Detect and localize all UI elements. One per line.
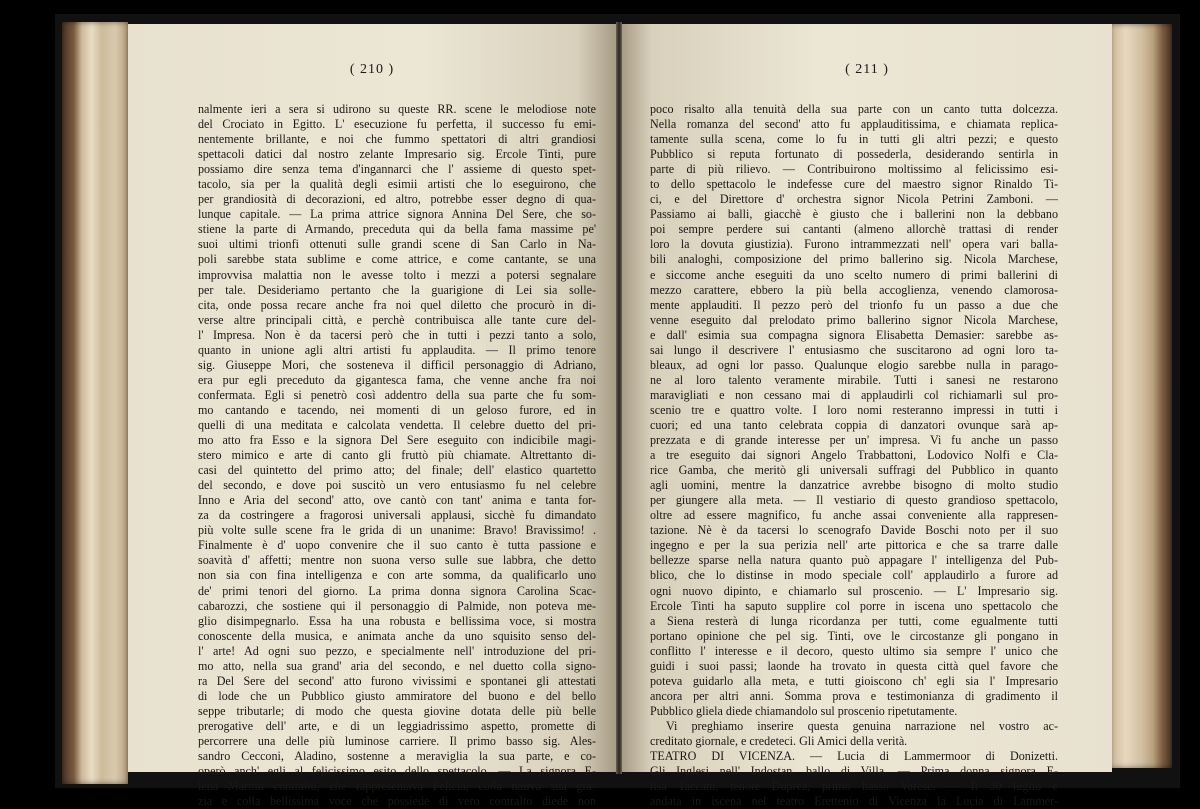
text-line: di lode che un Pubblico giusto ammiratore del buono e del bello — [198, 688, 596, 703]
page-number-left: ( 210 ) — [349, 62, 395, 77]
text-line: tacolo, sia per la qualità degli esimii artisti che lo eseguirono, che — [198, 177, 596, 192]
text-line: verse altre principali città, e perchè contribuisca alle tante cure del- — [198, 312, 596, 327]
text-line: Pubblico si reputa fortunato di possederla, desiderando sentirla in — [650, 147, 1058, 162]
text-line: improvvisa malattia non le avesse tolto i mezzi a potersi segnalare — [198, 267, 596, 282]
text-line: poi sempre perdere sui cantanti (almeno allorchè trattasi di render — [650, 222, 1058, 237]
text-line: l' arte! Ad ogni suo pezzo, e specialmente nell' introduzione del pri- — [198, 643, 596, 658]
text-line: to dello spettacolo le indefesse cure del maestro signor Rinaldo Ti- — [650, 177, 1058, 192]
text-line: Nella romanza del second' atto fu applauditissima, e chiamata replica- — [650, 117, 1058, 132]
text-line: parte di più rilievo. — Contribuirono moltissimo al felicissimo esi- — [650, 162, 1058, 177]
left-page — [128, 24, 616, 809]
text-line: per giungere alla meta. — Il vestiario di questo grandioso spettacolo, — [650, 493, 1058, 508]
text-line: a tre eseguito dai signori Angelo Trabbattoni, Lodovico Nolfi e Cla- — [650, 448, 1058, 463]
text-line: de' primi tenori del giorno. La prima donna signora Carolina Scac- — [198, 583, 596, 598]
text-line: bleaux, ad ogni lor passo. Qualunque elogio sarebbe nulla in parago- — [650, 357, 1058, 372]
right-page-text — [650, 102, 1058, 809]
text-line: ci, e del Direttore d' orchestra signor Nicola Petrini Zamboni. — — [650, 192, 1058, 207]
text-line: più volte sulle scene fra le grida di un unanime: Bravo! Bravissimo! . — [198, 523, 596, 538]
text-line: e siccome anche eseguiti da uno scelto numero di primi ballerini di — [650, 267, 1058, 282]
text-line: cuori; ed una tanto celebrata coppia di danzatori ovunque sarà ap- — [650, 417, 1058, 432]
text-line: loro la dovuta giustizia). Furono intrammezzati nell' opera vari balla- — [650, 237, 1058, 252]
text-line: mente applauditi. Il pezzo però del trionfo fu un passo a due che — [650, 297, 1058, 312]
text-line: Inno e Aria del second' atto, ove cantò con tant' anima e tanta for- — [198, 493, 596, 508]
text-line: percorrere una delle più luminose carriere. Il primo basso sig. Ales- — [198, 733, 596, 748]
text-line: mo atto fra Esso e la signora Del Sere eseguito con indicibile magi- — [198, 433, 596, 448]
text-line: Vi preghiamo inserire questa genuina narrazione nel vostro ac- — [666, 718, 1058, 733]
text-line: quelli di una meditata e calcolata vendetta. Il celebre duetto del pri- — [198, 417, 596, 432]
text-line: blico, che lo distinse in modo speciale coll' applaudirlo a furore ad — [650, 568, 1058, 583]
text-line: conflitto l' interesse e il decoro, questo ultimo sia sempre l' unico che — [650, 643, 1058, 658]
text-line: poli sarebbe stata sublime e come attrice, e come cantante, se una — [198, 252, 596, 267]
text-line: bellezze sparse nella natura quanto può appagare l' intelligenza del Pub- — [650, 553, 1058, 568]
text-line: confermata. Egli si penetrò così addentro della sua parte che fu som- — [198, 387, 596, 402]
text-line: cita, onde possa recare anche fra noi quel diletto che procurò in di- — [198, 297, 596, 312]
text-line: Pubblico gliela diede chiamandolo sul proscenio ripetutamente. — [650, 703, 958, 718]
text-line: Gli Inglesi nell' Indostan, ballo di Villa. — Prima donna signora E- — [650, 764, 1058, 779]
text-line: ingegno e per la sua perizia nell' arte pittorica e che sa trarre dalle — [650, 538, 1058, 553]
text-line: ne al loro talento veramente mirabile. Tutti i sanesi ne restarono — [650, 372, 1058, 387]
text-line: nentemente brillante, e noi che fummo spettatori di altri grandiosi — [198, 132, 596, 147]
text-line: lisa Taccani, tenore Duprez, primo basso Varese. — Il 30 luglio è — [650, 779, 1058, 794]
text-line: oltre ad essere magnifico, fu anche assai conveniente alla rappresen- — [650, 508, 1058, 523]
text-line: soavità d' affetti; mentre non suona verso sulle sue labbra, che detto — [198, 553, 596, 568]
text-line: suoi ultimi trionfi ottenuti sulle grandi scene di San Carlo in Na- — [198, 237, 596, 252]
text-line: creditato giornale, e credeteci. Gli Amici della verità. — [650, 733, 908, 748]
text-line: TEATRO DI VICENZA. — Lucia di Lammermoor di Donizetti. — [650, 749, 1058, 764]
text-line: sai lungo il descrivere l' entusiasmo che suscitarono ad ogni loro ta- — [650, 342, 1058, 357]
text-line: operò anch' egli al felicissimo esito dello spettacolo. — La signora E- — [198, 764, 596, 779]
text-line: maravigliati e non cessano mai di applaudirli col richiamarli sul pro- — [650, 387, 1058, 402]
text-line: lena Martini contralto, che rappresentava Felicia, colla nativa sua gra- — [198, 779, 596, 794]
text-line: zia e colla bellissima voce che possiede di vero contralto diede non — [198, 794, 596, 809]
text-line: per grandiosità di decorazioni, ed altro, potrebbe esser degno di qua- — [198, 192, 596, 207]
page-number-right: ( 211 ) — [845, 62, 889, 77]
text-line: e dall' esimia sua compagna signora Elisabetta Demasier: sarebbe as- — [650, 327, 1058, 342]
text-line: prezzata e di grande interesse per un' impresa. Vi fu anche un passo — [650, 433, 1058, 448]
text-line: lunque capitale. — La prima attrice signora Annina Del Sere, che so- — [198, 207, 596, 222]
book-edge-right — [1110, 24, 1172, 768]
text-line: guidi i suoi passi; laonde ha trovato in questa città quel favore che — [650, 658, 1058, 673]
text-line: sig. Giuseppe Mori, che sosteneva il difficil personaggio di Adriano, — [198, 357, 596, 372]
right-page — [622, 24, 1112, 809]
text-line: nalmente ieri a sera si udirono su queste RR. scene le melodiose note — [198, 102, 596, 116]
text-line: possiamo dire senza tema d'ingannarci che l' assieme di questo spet- — [198, 162, 596, 177]
text-line: za da costringere a fragorosi universali applausi, sicchè fu dimandato — [198, 508, 596, 523]
text-line: venne eseguito dal prelodato primo ballerino signor Nicola Marchese, — [650, 312, 1058, 327]
text-line: rice Gamba, che meritò gli universali suffragi del Pubblico in quanto — [650, 463, 1058, 478]
text-line: stiene la parte di Armando, preceduta qui da bella fama massime pe' — [198, 222, 596, 237]
text-line: mo cantando e tacendo, nei momenti di un geloso furore, ed in — [198, 402, 596, 417]
text-line: portano opinione che pel sig. Tinti, ove le circostanze gli pongano in — [650, 628, 1058, 643]
text-line: del Crociato in Egitto. L' esecuzione fu perfetta, il successo fu emi- — [198, 117, 596, 132]
text-line: mezzo carattere, ebbero la più bella accoglienza, venendo clamorosa- — [650, 282, 1058, 297]
text-line: poteva guidarlo alla meta, e tutti gioiscono ch' egli sia l' Impresario — [650, 673, 1058, 688]
text-line: andata in iscena nel teatro Erettenio di Vicenza la Lucia di Lammer- — [650, 794, 1058, 809]
text-line: quanto in unione agli altri artisti fu applaudita. — Il primo tenore — [198, 342, 596, 357]
text-line: cabarozzi, che sostiene qui il personaggio di Palmide, non poteva me- — [198, 598, 596, 613]
text-line: glio disimpegnarlo. Essa ha una robusta e bellissima voce, si mostra — [198, 613, 596, 628]
text-line: mo atto, nella sua grand' aria del secondo, e nel duetto colla signo- — [198, 658, 596, 673]
text-line: non sia con fina intelligenza e con arte somma, da qualificarlo uno — [198, 568, 596, 583]
text-line: agli uomini, mentre la danzatrice avrebbe bisogno di molto studio — [650, 478, 1058, 493]
text-line: spettacoli datici dal nostro zelante Impresario sig. Ercole Tinti, pure — [198, 147, 596, 162]
text-line: ancora per altri anni. Somma prova e testimonianza di gradimento il — [650, 688, 1058, 703]
text-line: casi del quintetto del primo atto; del finale; dell' elastico quartetto — [198, 463, 596, 478]
text-line: del secondo, e dove poi suscitò un vero entusiasmo fu nel celebre — [198, 478, 596, 493]
text-line: ra Del Sere del second' atto furono vivissimi e spontanei gli attestati — [198, 673, 596, 688]
text-line: sandro Cecconi, Aladino, sostenne a meraviglia la sua parte, e co- — [198, 749, 596, 764]
text-line: bili analoghi, composizione del primo ballerino sig. Nicola Marchese, — [650, 252, 1058, 267]
text-line: per tale. Desideriamo pertanto che la guarigione di Lei sia solle- — [198, 282, 596, 297]
text-line: prerogative dell' arte, e di un leggiadrissimo aspetto, promette di — [198, 718, 596, 733]
text-line: poco risalto alla tenuità della sua parte con un canto tutta dolcezza. — [650, 102, 1058, 116]
text-line: ogni nuovo dipinto, e chiamarlo sul proscenio. — L' Impresario sig. — [650, 583, 1058, 598]
text-line: Passiamo ai balli, giacchè è giusto che i ballerini non la debbano — [650, 207, 1058, 222]
left-page-text — [198, 102, 596, 809]
text-line: Finalmente è d' uopo convenire che il suo canto è tutta passione e — [198, 538, 596, 553]
text-line: era pur egli preceduto da gigantesca fama, che venne anche fra noi — [198, 372, 596, 387]
text-line: seppe tributarle; di modo che questa giovine dotata delle più belle — [198, 703, 596, 718]
text-line: scenio tre e quattro volte. I loro nomi resteranno impressi in tutti i — [650, 402, 1058, 417]
text-line: stero mimico e arte di canto gli fruttò più chiamate. Altrettanto di- — [198, 448, 596, 463]
text-line: tamente sulla scena, come lo fu in tutti gli altri pezzi; e questo — [650, 132, 1058, 147]
text-line: conoscente della musica, e animata anche da uno squisito senso del- — [198, 628, 596, 643]
book-edge-left — [62, 22, 128, 784]
text-line: a Siena resterà di lunga ricordanza per tutti, come egualmente tutti — [650, 613, 1058, 628]
text-line: Ercole Tinti ha saputo supplire col porre in iscena uno spettacolo che — [650, 598, 1058, 613]
text-line: tazione. Nè è da tacersi lo scenografo Davide Boschi noto per il suo — [650, 523, 1058, 538]
text-line: l' Impresa. Non è da tacersi però che in tutti i pezzi tanto a solo, — [198, 327, 596, 342]
